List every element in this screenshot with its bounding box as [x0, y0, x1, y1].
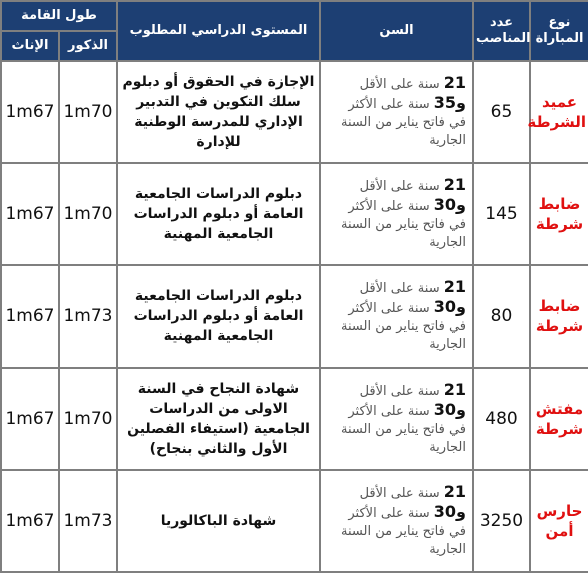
age-min-value: 21: [443, 481, 466, 501]
age-max-prefix: و: [456, 297, 466, 317]
age-min-value: 21: [443, 379, 466, 399]
positions-cell: 65: [473, 61, 530, 163]
table-row: [1, 163, 588, 265]
contest-type-cell: ضابط شرطة: [530, 163, 588, 265]
females-header: الإناث: [1, 31, 59, 61]
age-max-prefix: و: [456, 501, 466, 521]
positions-header: عدد المناصب: [473, 1, 530, 61]
male-height-cell: 1m70: [59, 368, 117, 470]
male-height-cell: 1m70: [59, 163, 117, 265]
contest-type-cell: حارس أمن: [530, 470, 588, 572]
female-height-cell: 1m67: [1, 61, 59, 163]
female-height-cell: 1m67: [1, 163, 59, 265]
level-cell: دبلوم الدراسات الجامعية العامة أو دبلوم الدراسات الجامعية المهنية: [117, 163, 320, 265]
male-height-cell: 1m70: [59, 61, 117, 163]
age-max-text: سنة على الأكثر: [348, 301, 430, 317]
age-reference-text: في فاتح يناير من السنة الجارية: [341, 319, 466, 353]
positions-cell: 480: [473, 368, 530, 470]
contest-type-cell: مفتش شرطة: [530, 368, 588, 470]
positions-cell: 3250: [473, 470, 530, 572]
age-cell: [320, 163, 473, 265]
age-min-text: سنة على الأقل: [359, 485, 440, 501]
age-max-text: سنة على الأكثر: [348, 199, 430, 215]
age-reference-text: في فاتح يناير من السنة الجارية: [341, 421, 466, 455]
type-header: نوع المباراة: [530, 1, 588, 61]
male-height-cell: 1m73: [59, 265, 117, 367]
age-max-value: 30: [433, 195, 457, 215]
male-height-cell: 1m73: [59, 470, 117, 572]
age-min-text: سنة على الأقل: [359, 77, 440, 93]
table-row: [1, 470, 588, 572]
contest-type-cell: ضابط شرطة: [530, 265, 588, 367]
age-max-value: 30: [433, 399, 457, 419]
age-header: السن: [320, 1, 473, 61]
level-cell: شهادة الباكالوريا: [117, 470, 320, 572]
age-max-prefix: و: [456, 93, 466, 113]
level-header: المستوى الدراسي المطلوب: [117, 1, 320, 61]
age-max-text: سنة على الأكثر: [348, 505, 430, 521]
age-min-value: 21: [443, 277, 466, 297]
age-cell: [320, 265, 473, 367]
age-max-prefix: و: [456, 195, 466, 215]
age-reference-text: في فاتح يناير من السنة الجارية: [341, 115, 466, 149]
level-cell: شهادة النجاح في السنة الاولى من الدراسات الجامعية (استيفاء الفصلين الأول والثاني بنجاح): [117, 368, 320, 470]
height-header: طول القامة: [1, 1, 117, 31]
age-cell: [320, 470, 473, 572]
males-header: الذكور: [59, 31, 117, 61]
age-cell: [320, 368, 473, 470]
age-max-value: 30: [433, 297, 457, 317]
age-reference-text: في فاتح يناير من السنة الجارية: [341, 217, 466, 251]
table-row: [1, 265, 588, 367]
age-min-value: 21: [443, 73, 466, 93]
age-max-prefix: و: [456, 399, 466, 419]
age-max-text: سنة على الأكثر: [348, 403, 430, 419]
female-height-cell: 1m67: [1, 470, 59, 572]
positions-cell: 145: [473, 163, 530, 265]
positions-cell: 80: [473, 265, 530, 367]
age-min-text: سنة على الأقل: [359, 281, 440, 297]
age-min-text: سنة على الأقل: [359, 383, 440, 399]
contest-type-cell: عميد الشرطة: [530, 61, 588, 163]
age-reference-text: في فاتح يناير من السنة الجارية: [341, 523, 466, 557]
age-max-value: 30: [433, 501, 457, 521]
table-row: [1, 368, 588, 470]
age-max-value: 35: [433, 93, 457, 113]
table-row: [1, 61, 588, 163]
age-min-text: سنة على الأقل: [359, 179, 440, 195]
female-height-cell: 1m67: [1, 265, 59, 367]
age-max-text: سنة على الأكثر: [348, 97, 430, 113]
age-min-value: 21: [443, 175, 466, 195]
female-height-cell: 1m67: [1, 368, 59, 470]
level-cell: دبلوم الدراسات الجامعية العامة أو دبلوم الدراسات الجامعية المهنية: [117, 265, 320, 367]
level-cell: الإجازة في الحقوق أو دبلوم سلك التكوين في التدبير الإداري للمدرسة الوطنية للإدارة: [117, 61, 320, 163]
age-cell: [320, 61, 473, 163]
